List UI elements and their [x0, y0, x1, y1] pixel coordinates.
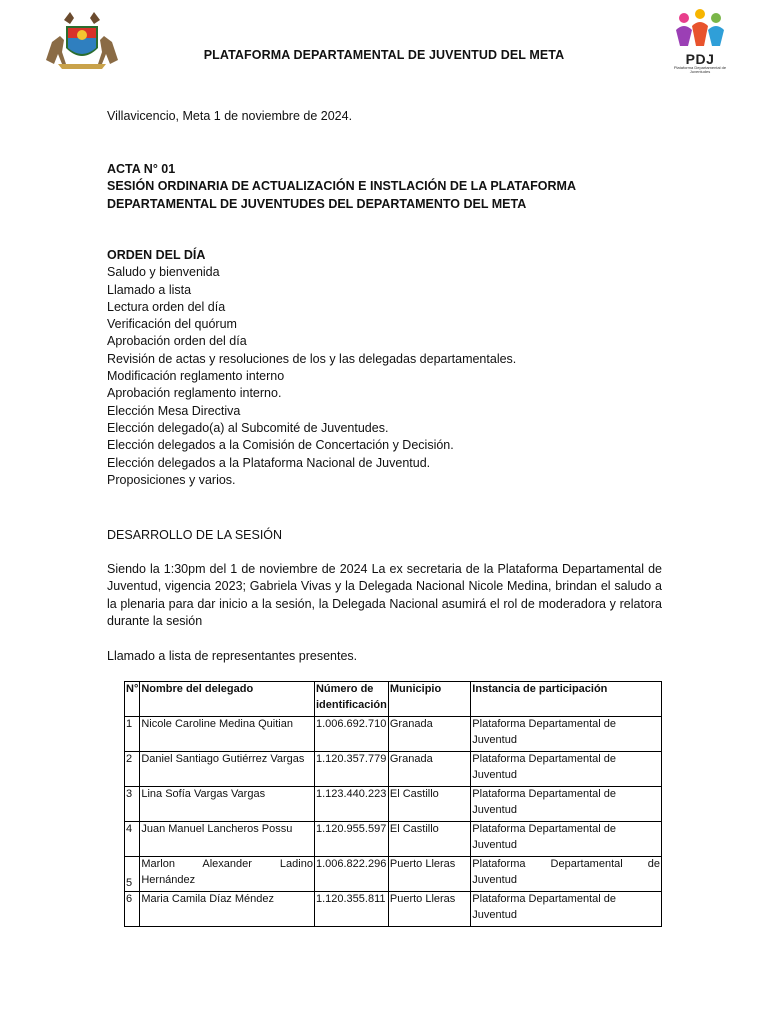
table-row	[125, 857, 662, 892]
table-cell: 1.006.822.296	[314, 857, 388, 892]
table-cell: Puerto Lleras	[388, 892, 470, 927]
table-cell: Juan Manuel Lancheros Possu	[140, 822, 315, 857]
table-cell: Plataforma Departamental de Juventud	[471, 787, 662, 822]
table-cell: 1.006.692.710	[314, 717, 388, 752]
desarrollo-heading: DESARROLLO DE LA SESIÓN	[107, 528, 283, 542]
desarrollo-paragraph: Siendo la 1:30pm del 1 de noviembre de 2024 La ex secretaria de la Plataforma Departamental de Juventud, vigencia 2023; Gabriela Vivas y la Delegada Nacional Nicole Medina, brindan el saludo a la plenaria para dar inicio a la sesión, la Delegada Nacional asumirá el rol de moderadora y relatora durante la sesión	[107, 562, 662, 629]
acta-title: SESIÓN ORDINARIA DE ACTUALIZACIÓN E INSTLACIÓN DE LA PLATAFORMA DEPARTAMENTAL DE JUVENTUDES DEL DEPARTAMENTO DEL META	[107, 179, 576, 211]
table-row	[125, 892, 662, 927]
table-row	[125, 822, 662, 857]
agenda-item: Elección Mesa Directiva	[107, 403, 241, 418]
agenda-item: Elección delegados a la Comisión de Concertación y Decisión.	[107, 438, 454, 453]
pdj-figures-icon	[670, 8, 730, 52]
table-row	[125, 717, 662, 752]
table-cell: 2	[125, 752, 140, 787]
agenda-list	[107, 264, 516, 489]
table-row	[125, 752, 662, 787]
table-header-row	[125, 682, 662, 717]
agenda-item: Modificación reglamento interno	[107, 369, 285, 384]
table-cell: Nicole Caroline Medina Quitian	[140, 717, 315, 752]
table-cell: Daniel Santiago Gutiérrez Vargas	[140, 752, 315, 787]
table-cell: 1.123.440.223	[314, 787, 388, 822]
agenda-item: Saludo y bienvenida	[107, 265, 220, 280]
table-cell: Plataforma Departamental de Juventud	[471, 892, 662, 927]
date-line: Villavicencio, Meta 1 de noviembre de 2024.	[107, 109, 353, 123]
table-cell: 4	[125, 822, 140, 857]
pdj-logo-subtext: Plataforma Departamental de Juventudes	[673, 65, 727, 74]
acta-number: ACTA N° 01	[107, 162, 176, 176]
table-cell: 1.120.355.811	[314, 892, 388, 927]
agenda-item: Aprobación reglamento interno.	[107, 386, 282, 401]
table-cell: Lina Sofía Vargas Vargas	[140, 787, 315, 822]
agenda-item: Llamado a lista	[107, 282, 192, 297]
table-cell: Granada	[388, 752, 470, 787]
table-cell: El Castillo	[388, 787, 470, 822]
table-cell: Puerto Lleras	[388, 857, 470, 892]
table-cell: 1	[125, 717, 140, 752]
agenda-item: Revisión de actas y resoluciones de los y las delegadas departamentales.	[107, 351, 517, 366]
roll-call-line: Llamado a lista de representantes presentes.	[107, 649, 358, 663]
table-cell: Maria Camila Díaz Méndez	[140, 892, 315, 927]
table-cell: 5	[125, 857, 140, 892]
acta-block	[107, 161, 667, 213]
table-cell: 6	[125, 892, 140, 927]
agenda-item: Proposiciones y varios.	[107, 472, 236, 487]
table-cell: Plataforma Departamental de Juventud	[471, 822, 662, 857]
column-header: Nombre del delegado	[140, 682, 315, 717]
agenda-item: Elección delegado(a) al Subcomité de Juventudes.	[107, 420, 389, 435]
table-cell: 1.120.955.597	[314, 822, 388, 857]
agenda-item: Lectura orden del día	[107, 299, 226, 314]
header-title: PLATAFORMA DEPARTAMENTAL DE JUVENTUD DEL META	[203, 48, 565, 62]
table-cell: 1.120.357.779	[314, 752, 388, 787]
pdj-logo	[670, 8, 730, 74]
column-header: N°	[125, 682, 140, 717]
agenda-item: Elección delegados a la Plataforma Nacional de Juventud.	[107, 455, 431, 470]
table-cell: Granada	[388, 717, 470, 752]
pdj-logo-text: PDJ	[685, 51, 715, 67]
table-cell: Marlon Alexander Ladino Hernández	[140, 857, 315, 892]
table-cell: 3	[125, 787, 140, 822]
agenda-section	[107, 247, 516, 489]
agenda-heading: ORDEN DEL DÍA	[107, 248, 206, 262]
delegates-table	[124, 681, 662, 927]
agenda-item: Aprobación orden del día	[107, 334, 247, 349]
table-cell: Plataforma Departamental de Juventud	[471, 717, 662, 752]
table-cell: Plataforma Departamental de Juventud	[471, 857, 662, 892]
column-header: Instancia de participación	[471, 682, 662, 717]
column-header: Número de identificación	[314, 682, 388, 717]
column-header: Municipio	[388, 682, 470, 717]
table-cell: Plataforma Departamental de Juventud	[471, 752, 662, 787]
table-cell: El Castillo	[388, 822, 470, 857]
agenda-item: Verificación del quórum	[107, 317, 237, 332]
table-row	[125, 787, 662, 822]
